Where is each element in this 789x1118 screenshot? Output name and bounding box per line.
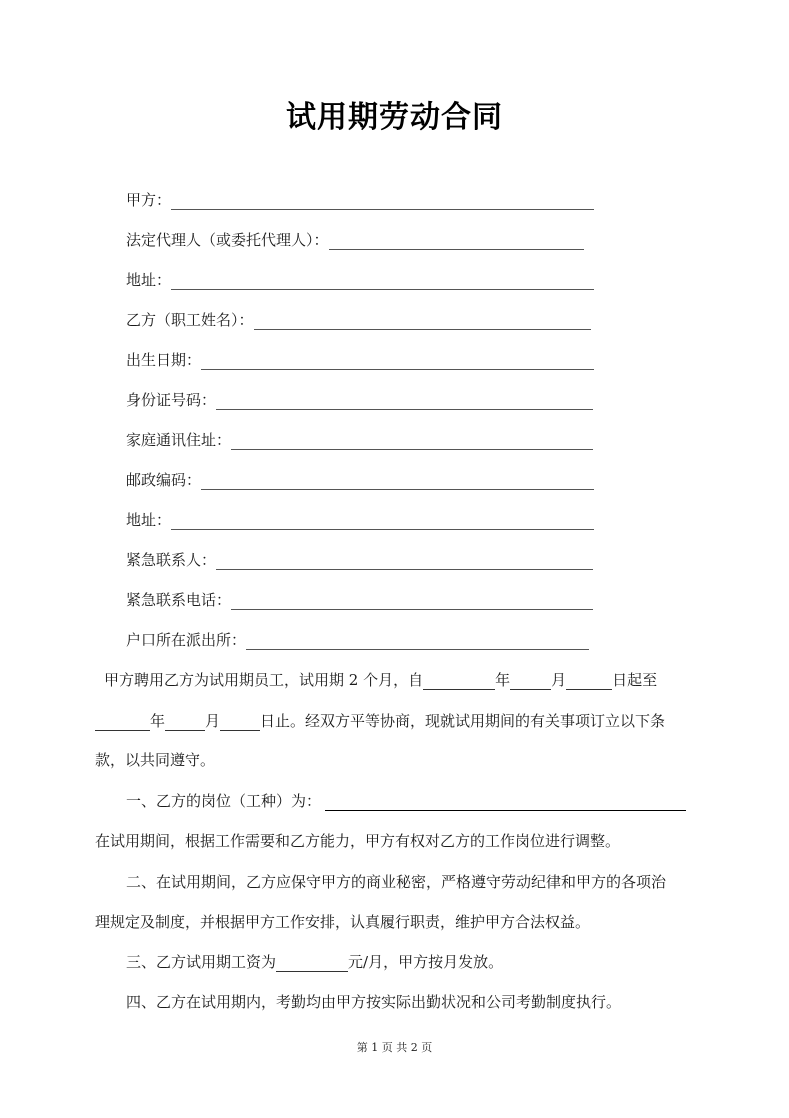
fill-line[interactable] xyxy=(201,489,594,490)
clause-3-text: 元/月，甲方按月发放。 xyxy=(348,953,504,971)
field-label: 地址： xyxy=(126,271,172,289)
year-blank[interactable] xyxy=(423,673,495,690)
day-blank[interactable] xyxy=(566,673,612,690)
fill-line[interactable] xyxy=(329,249,584,250)
month-blank[interactable] xyxy=(165,714,205,731)
field-label: 身份证号码： xyxy=(126,391,217,409)
clause-2-line-1: 二、在试用期间，乙方应保守甲方的商业秘密，严格遵守劳动纪律和甲方的各项治 xyxy=(126,873,667,891)
clause-3 xyxy=(126,952,503,972)
field-label: 家庭通讯住址： xyxy=(126,431,232,449)
clause-1-text: 一、乙方的岗位（工种）为： xyxy=(126,792,322,810)
field-label: 地址： xyxy=(126,511,172,529)
position-blank[interactable] xyxy=(325,794,686,811)
day-blank[interactable] xyxy=(220,714,260,731)
year-label: 年 xyxy=(150,712,166,730)
fill-line[interactable] xyxy=(201,369,594,370)
clause-4: 四、乙方在试用期内，考勤均由甲方按实际出勤状况和公司考勤制度执行。 xyxy=(126,993,622,1011)
clause-1 xyxy=(126,791,686,811)
clause-2-line-2: 理规定及制度，并根据甲方工作安排，认真履行职责，维护甲方合法权益。 xyxy=(95,913,591,931)
fill-line[interactable] xyxy=(246,649,589,650)
fill-line[interactable] xyxy=(171,289,594,290)
intro-line-2 xyxy=(95,711,665,731)
fill-line[interactable] xyxy=(216,409,593,410)
salary-blank[interactable] xyxy=(276,955,348,972)
fill-line[interactable] xyxy=(231,609,593,610)
fill-line[interactable] xyxy=(254,329,591,330)
intro-text: 日止。经双方平等协商，现就试用期间的有关事项订立以下条 xyxy=(260,712,666,730)
field-label: 法定代理人（或委托代理人）： xyxy=(126,231,329,249)
month-blank[interactable] xyxy=(510,673,551,690)
intro-line-1 xyxy=(104,670,657,690)
field-party-a xyxy=(126,186,594,210)
clause-1-continuation: 在试用期间，根据工作需要和乙方能力，甲方有权对乙方的工作岗位进行调整。 xyxy=(95,832,621,850)
intro-text: 甲方聘用乙方为试用期员工，试用期 2 个月，自 xyxy=(104,671,424,689)
field-id-number xyxy=(126,386,593,410)
fill-line[interactable] xyxy=(171,529,594,530)
field-label: 甲方： xyxy=(126,191,172,209)
intro-line-3: 款，以共同遵守。 xyxy=(95,751,216,769)
clause-3-text: 三、乙方试用期工资为 xyxy=(126,953,277,971)
field-postal-code xyxy=(126,466,594,490)
field-label: 户口所在派出所： xyxy=(126,631,247,649)
month-label: 月 xyxy=(205,712,221,730)
year-label: 年 xyxy=(495,671,511,689)
document-title: 试用期劳动合同 xyxy=(286,100,503,135)
field-label: 紧急联系人： xyxy=(126,551,217,569)
field-police-station xyxy=(126,626,589,650)
field-label: 出生日期： xyxy=(126,351,202,369)
field-address-a xyxy=(126,266,594,290)
year-blank[interactable] xyxy=(95,714,150,731)
field-home-address xyxy=(126,426,593,450)
page-footer: 第 1 页 共 2 页 xyxy=(356,1041,433,1054)
field-emergency-phone xyxy=(126,586,593,610)
field-emergency-contact xyxy=(126,546,593,570)
month-label: 月 xyxy=(551,671,567,689)
fill-line[interactable] xyxy=(216,569,593,570)
field-party-b-name xyxy=(126,306,591,330)
field-birth-date xyxy=(126,346,594,370)
field-label: 邮政编码： xyxy=(126,471,202,489)
fill-line[interactable] xyxy=(171,209,594,210)
field-legal-representative xyxy=(126,226,584,250)
fill-line[interactable] xyxy=(231,449,593,450)
field-label: 紧急联系电话： xyxy=(126,591,232,609)
field-address-b xyxy=(126,506,594,530)
field-label: 乙方（职工姓名）： xyxy=(126,311,254,329)
day-label: 日起至 xyxy=(612,671,658,689)
